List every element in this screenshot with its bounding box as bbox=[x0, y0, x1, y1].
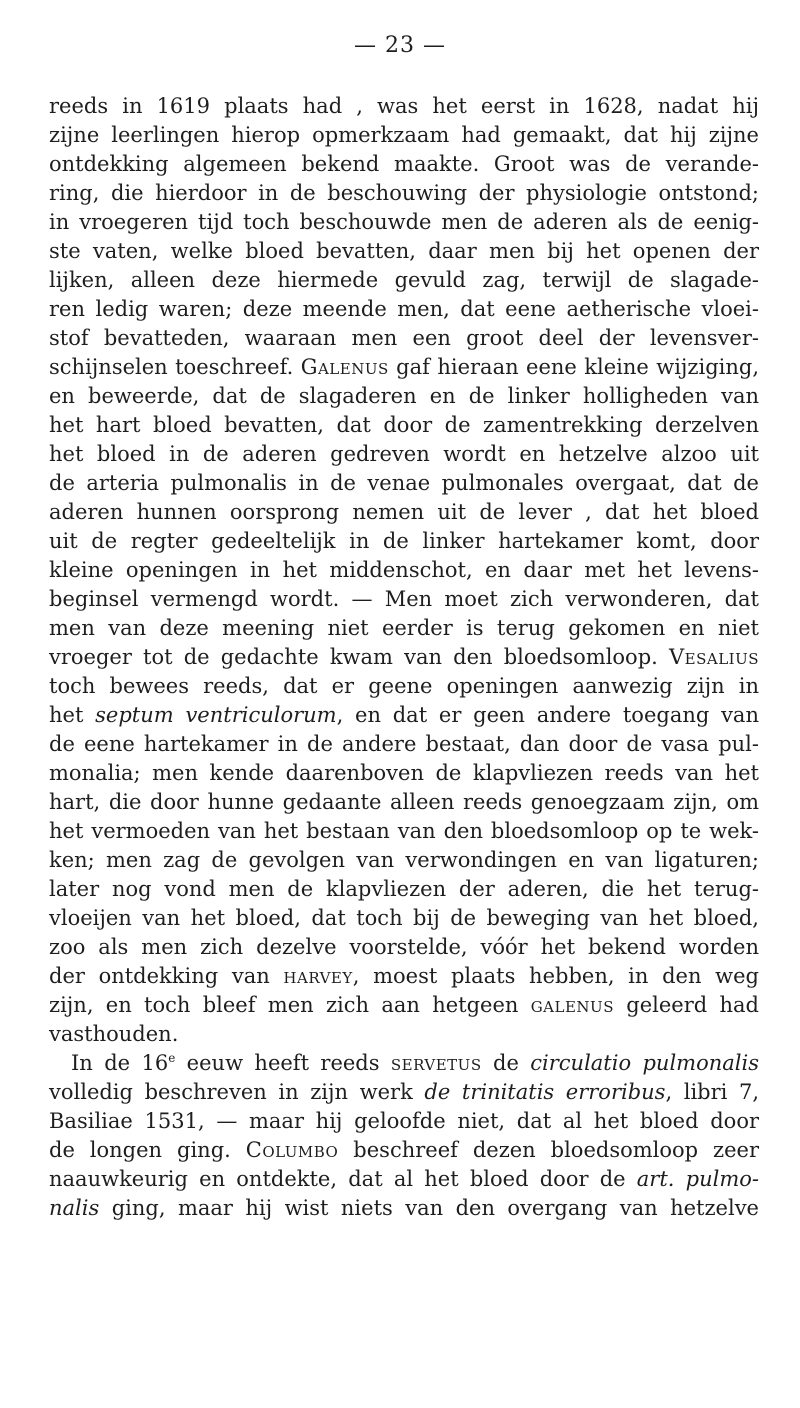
text-line: zoo als men zich dezelve voorstelde, vóór het bekend worden bbox=[49, 935, 759, 959]
latin-term: art. pulmo- bbox=[636, 1167, 759, 1191]
text-line: der ontdekking van harvey, moest plaats hebben, in den weg bbox=[49, 964, 759, 988]
author-name: servetus bbox=[390, 1051, 482, 1075]
text-line: naauwkeurig en ontdekte, dat al het bloed door de art. pulmo- bbox=[49, 1167, 759, 1191]
page-number: — 23 — bbox=[354, 33, 446, 58]
text-line: de longen ging. Columbo beschreef dezen bloedsomloop zeer bbox=[49, 1138, 759, 1162]
text-line: ring, die hierdoor in de beschouwing der physiologie ontstond; bbox=[49, 181, 759, 205]
author-name: Galenus bbox=[300, 355, 389, 379]
text-line: het vermoeden van het bestaan van den bloedsomloop op te wek- bbox=[49, 819, 759, 843]
text-line: ken; men zag de gevolgen van verwondingen en van ligaturen; bbox=[49, 848, 759, 872]
text-line: toch bewees reeds, dat er geene openingen aanwezig zijn in bbox=[49, 674, 759, 698]
latin-term: septum ventriculorum bbox=[95, 703, 337, 727]
text-line: stof bevatteden, waaraan men een groot deel der levensver- bbox=[49, 326, 759, 350]
text-line: vloeijen van het bloed, dat toch bij de beweging van het bloed, bbox=[49, 906, 759, 930]
text-line: in vroegeren tijd toch beschouwde men de aderen als de eenig- bbox=[49, 210, 759, 234]
text-line: het septum ventriculorum, en dat er geen andere toegang van bbox=[49, 703, 759, 727]
text-line: ontdekking algemeen bekend maakte. Groot was de verande- bbox=[49, 152, 759, 176]
author-name: harvey bbox=[283, 964, 353, 988]
text-line: schijnselen toeschreef. Galenus gaf hieraan eene kleine wijziging, bbox=[49, 355, 759, 379]
author-name: galenus bbox=[530, 993, 614, 1017]
text-line: aderen hunnen oorsprong nemen uit de lever , dat het bloed bbox=[49, 500, 759, 524]
text-line: de eene hartekamer in de andere bestaat, dan door de vasa pul- bbox=[49, 732, 759, 756]
text-line: lijken, alleen deze hiermede gevuld zag, terwijl de slagade- bbox=[49, 268, 759, 292]
text-line: hart, die door hunne gedaante alleen reeds genoegzaam zijn, om bbox=[49, 790, 759, 814]
text-line: men van deze meening niet eerder is terug gekomen en niet bbox=[49, 616, 759, 640]
author-name: Columbo bbox=[245, 1138, 339, 1162]
book-title: de trinitatis erroribus bbox=[424, 1080, 666, 1104]
author-name: Vesalius bbox=[668, 645, 759, 669]
text-line: later nog vond men de klapvliezen der aderen, die het terug- bbox=[49, 877, 759, 901]
text-line: nalis ging, maar hij wist niets van den overgang van hetzelve bbox=[49, 1196, 759, 1220]
text-line: zijne leerlingen hierop opmerkzaam had gemaakt, dat hij zijne bbox=[49, 123, 759, 147]
text-line: vroeger tot de gedachte kwam van den bloedsomloop. Vesalius bbox=[49, 645, 759, 669]
text-line: het hart bloed bevatten, dat door de zamentrekking derzelven bbox=[49, 413, 759, 437]
text-line: kleine openingen in het middenschot, en daar met het levens- bbox=[49, 558, 759, 582]
text-line: monalia; men kende daarenboven de klapvliezen reeds van het bbox=[49, 761, 759, 785]
superscript: e bbox=[168, 1051, 176, 1065]
text-line: uit de regter gedeeltelijk in de linker hartekamer komt, door bbox=[49, 529, 759, 553]
text-line: Basiliae 1531, — maar hij geloofde niet, dat al het bloed door bbox=[49, 1109, 759, 1133]
text-line: In de 16e eeuw heeft reeds servetus de circulatio pulmonalis bbox=[71, 1051, 759, 1075]
latin-term: nalis bbox=[49, 1196, 100, 1220]
text-line: het bloed in de aderen gedreven wordt en hetzelve alzoo uit bbox=[49, 442, 759, 466]
body-text bbox=[49, 92, 759, 1223]
latin-term: circulatio pulmonalis bbox=[530, 1051, 759, 1075]
text-line: de arteria pulmonalis in de venae pulmonales overgaat, dat de bbox=[49, 471, 759, 495]
text-line: beginsel vermengd wordt. — Men moet zich verwonderen, dat bbox=[49, 587, 759, 611]
text-line: ste vaten, welke bloed bevatten, daar men bij het openen der bbox=[49, 239, 759, 263]
text-line: en beweerde, dat de slagaderen en de linker holligheden van bbox=[49, 384, 759, 408]
text-line: volledig beschreven in zijn werk de trinitatis erroribus, libri 7, bbox=[49, 1080, 759, 1104]
text-line: reeds in 1619 plaats had , was het eerst in 1628, nadat hij bbox=[49, 94, 759, 118]
text-line: zijn, en toch bleef men zich aan hetgeen galenus geleerd had bbox=[49, 993, 759, 1017]
text-line: vasthouden. bbox=[49, 1022, 179, 1046]
text-line: ren ledig waren; deze meende men, dat eene aetherische vloei- bbox=[49, 297, 759, 321]
